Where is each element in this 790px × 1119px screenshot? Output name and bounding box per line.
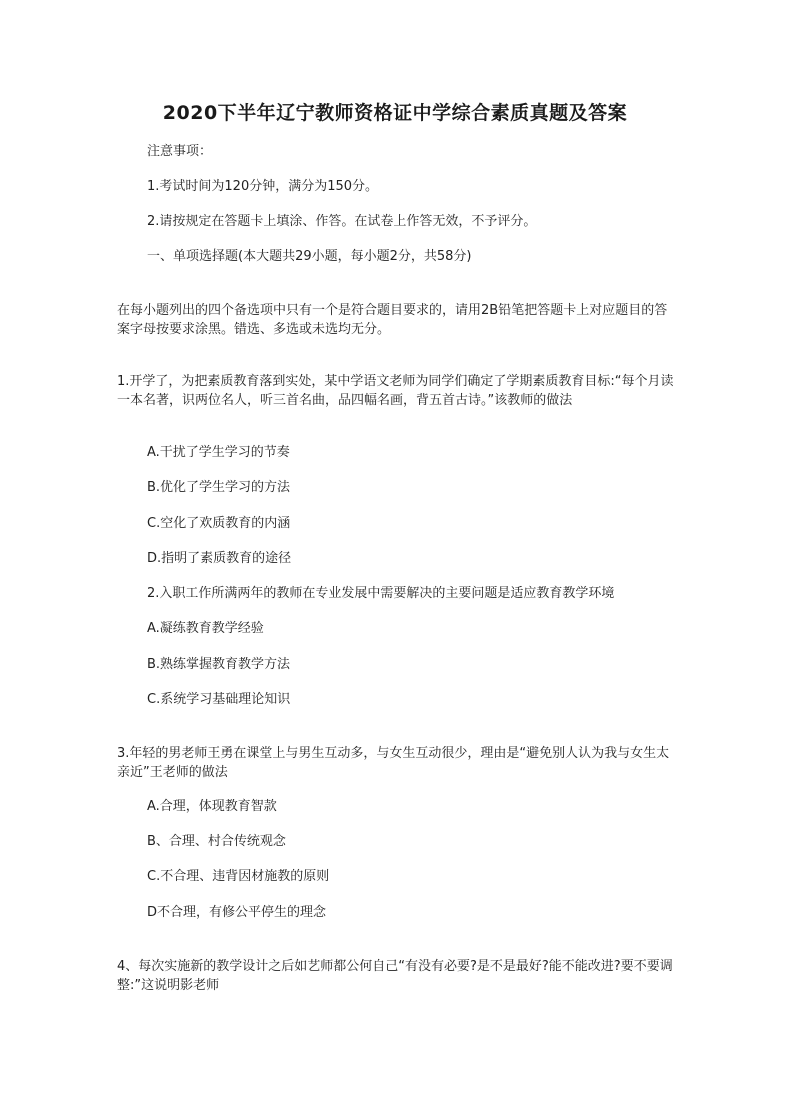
question-3-option-b: B、合理、村合传统观念 — [147, 834, 286, 849]
question-1-option-b: B.优化了学生学习的方法 — [147, 480, 291, 495]
section-instructions: 在每小题列出的四个备选项中只有一个是符合题目要求的，请用2B铅笔把答题卡上对应题目的答案字母按要求涂黑。错选、多选或未选均无分。 — [117, 303, 668, 337]
question-1-option-a: A.干扰了学生学习的节奏 — [147, 445, 290, 460]
question-4-stem: 4、每次实施新的教学设计之后如艺师都公何自己“有没有必要?是不是最好?能不能改进?要不要调整:”这说明影老师 — [117, 959, 673, 993]
question-3-stem: 3.年轻的男老师王勇在课堂上与男生互动多，与女生互动很少，理由是“避免别人认为我与女生太亲近”王老师的做法 — [117, 746, 670, 780]
question-1-option-c: C.空化了欢质教育的内涵 — [147, 516, 291, 531]
page-title: 2020下半年辽宁教师资格证中学综合素质真题及答案 — [162, 102, 628, 124]
question-2-option-a: A.凝练教育教学经验 — [147, 621, 264, 636]
question-3-option-a: A.合理，体现教育智款 — [147, 799, 277, 814]
question-2-stem: 2.入职工作所满两年的教师在专业发展中需要解决的主要问题是适应教育教学环境 — [147, 586, 615, 601]
question-2-option-b: B.熟练掌握教育教学方法 — [147, 657, 291, 672]
question-1-stem: 1.开学了，为把素质教育落到实处，某中学语文老师为同学们确定了学期素质教育目标:“每个月读一本名著，识两位名人，听三首名曲，品四幅名画，背五首古诗。”该教师的做法 — [117, 374, 674, 408]
notice-heading: 注意事项： — [147, 144, 213, 159]
question-2-option-c: C.系统学习基础理论知识 — [147, 692, 291, 707]
notice-item-1: 1.考试时间为120分钟，满分为150分。 — [147, 179, 379, 194]
notice-item-2: 2.请按规定在答题卡上填涂、作答。在试卷上作答无效，不予评分。 — [147, 214, 537, 229]
question-3-option-d: D不合理，有修公平停生的理念 — [147, 905, 327, 920]
question-3-option-c: C.不合理、违背因材施教的原则 — [147, 869, 330, 884]
section-heading: 一、单项选择题(本大题共29小题，每小题2分，共58分) — [147, 249, 472, 264]
question-1-option-d: D.指明了素质教育的途径 — [147, 551, 292, 566]
